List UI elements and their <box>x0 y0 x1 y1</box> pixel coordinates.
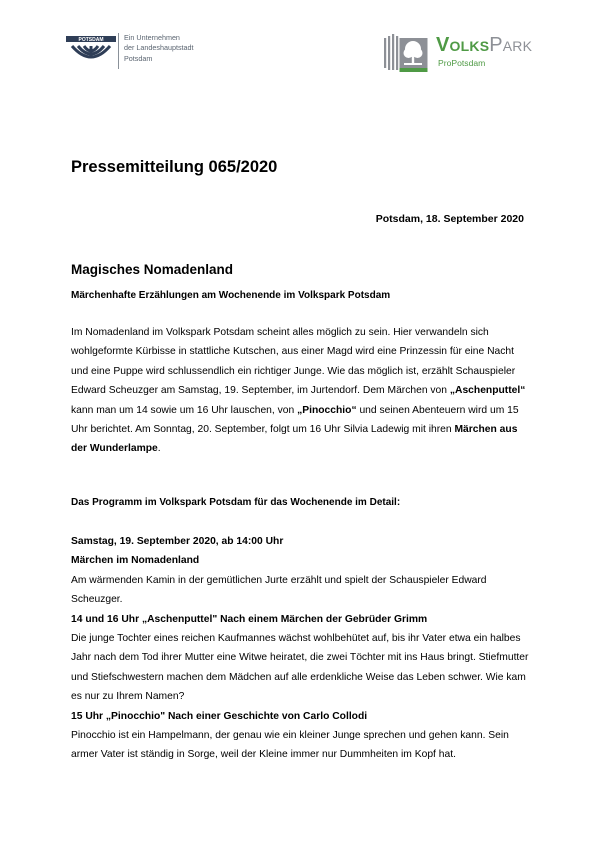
headline: Magisches Nomadenland <box>71 262 234 277</box>
potsdam-logo-text: POTSDAM <box>78 37 104 43</box>
event-title: Märchen im Nomadenland <box>71 555 200 567</box>
intro-bold-pinocchio: „Pinocchio“ <box>297 404 357 416</box>
potsdam-line: der Landeshauptstadt <box>124 43 194 53</box>
intro-text: Im Nomadenland im Volkspark Potsdam scheint alles möglich zu sein. Hier verwandeln sich wohlgeformte Kürbisse in stattliche Kutschen, aus einer Magd wird eine Prinzessin für eine Nacht und eine Puppe wird schlussendlich ein richtiger Junge. Wie das möglich ist, erzählt Schauspieler Edward Scheuzger am Samstag, 19. September, im Jurtendorf. Dem Märchen von <box>71 327 516 397</box>
potsdam-affiliation <box>124 33 194 64</box>
intro-bold-wunderlampe: Märchen aus der Wunderlampe <box>71 424 518 455</box>
intro-bold-aschenputtel: „Aschenputtel“ <box>449 385 526 397</box>
intro-text: kann man um 14 sowie um 16 Uhr lauschen, von <box>71 404 298 416</box>
brand-park: Park <box>489 34 533 56</box>
subheadline: Märchenhafte Erzählungen am Wochenende im Volkspark Potsdam <box>71 290 391 301</box>
item-text-aschenputtel: Die junge Tochter eines reichen Kaufmannes wächst wohlbehütet auf, bis ihr Vater etwa ein halbes Jahr nach dem Tod ihrer Mutter eine Witwe heiratet, die zwei Töchter mit ins Haus bringt. Stiefmutter und Stiefschwestern machen dem Mädchen auf alle erdenkliche Weise das Leben schwer. Wie kam es nur zu Ihrem Namen? <box>71 633 529 703</box>
potsdam-line: Ein Unternehmen <box>124 33 180 42</box>
volkspark-brand <box>436 34 532 56</box>
program-day: Samstag, 19. September 2020, ab 14:00 Uhr <box>71 536 284 547</box>
event-text: Am wärmenden Kamin in der gemütlichen Jurte erzählt und spielt der Schauspieler Edward Scheuzger. <box>71 574 487 606</box>
program-detail <box>71 532 531 765</box>
volkspark-tree-icon <box>384 34 430 74</box>
header-divider <box>118 33 119 69</box>
intro-text: . <box>157 443 161 455</box>
item-text-pinocchio: Pinocchio ist ein Hampelmann, der genau wie ein kleiner Junge sprechen und gehen kann. Sein armer Vater ist ständig in Sorge, weil der Kleine immer nur Dummheiten im Kopf hat. <box>71 730 509 761</box>
brand-volks: Volks <box>436 34 490 56</box>
brand-subtitle: ProPotsdam <box>438 58 486 68</box>
intro-paragraph <box>71 323 531 459</box>
item-title-pinocchio: 15 Uhr „Pinocchio" Nach einer Geschichte von Carlo Collodi <box>71 710 368 722</box>
intro-text: und seinen Abenteuern wird um 15 Uhr berichtet. Am Sonntag, 20. September, folgt um 16 Uhr Silvia Ladewig mit ihren <box>71 404 519 436</box>
program-heading: Das Programm im Volkspark Potsdam für das Wochenende im Detail: <box>71 497 401 508</box>
item-title-aschenputtel: 14 und 16 Uhr „Aschenputtel" Nach einem Märchen der Gebrüder Grimm <box>71 613 428 625</box>
page-title: Pressemitteilung 065/2020 <box>71 158 278 176</box>
dateline: Potsdam, 18. September 2020 <box>375 213 524 225</box>
potsdam-line: Potsdam <box>124 53 153 63</box>
potsdam-logo-icon <box>66 34 116 68</box>
